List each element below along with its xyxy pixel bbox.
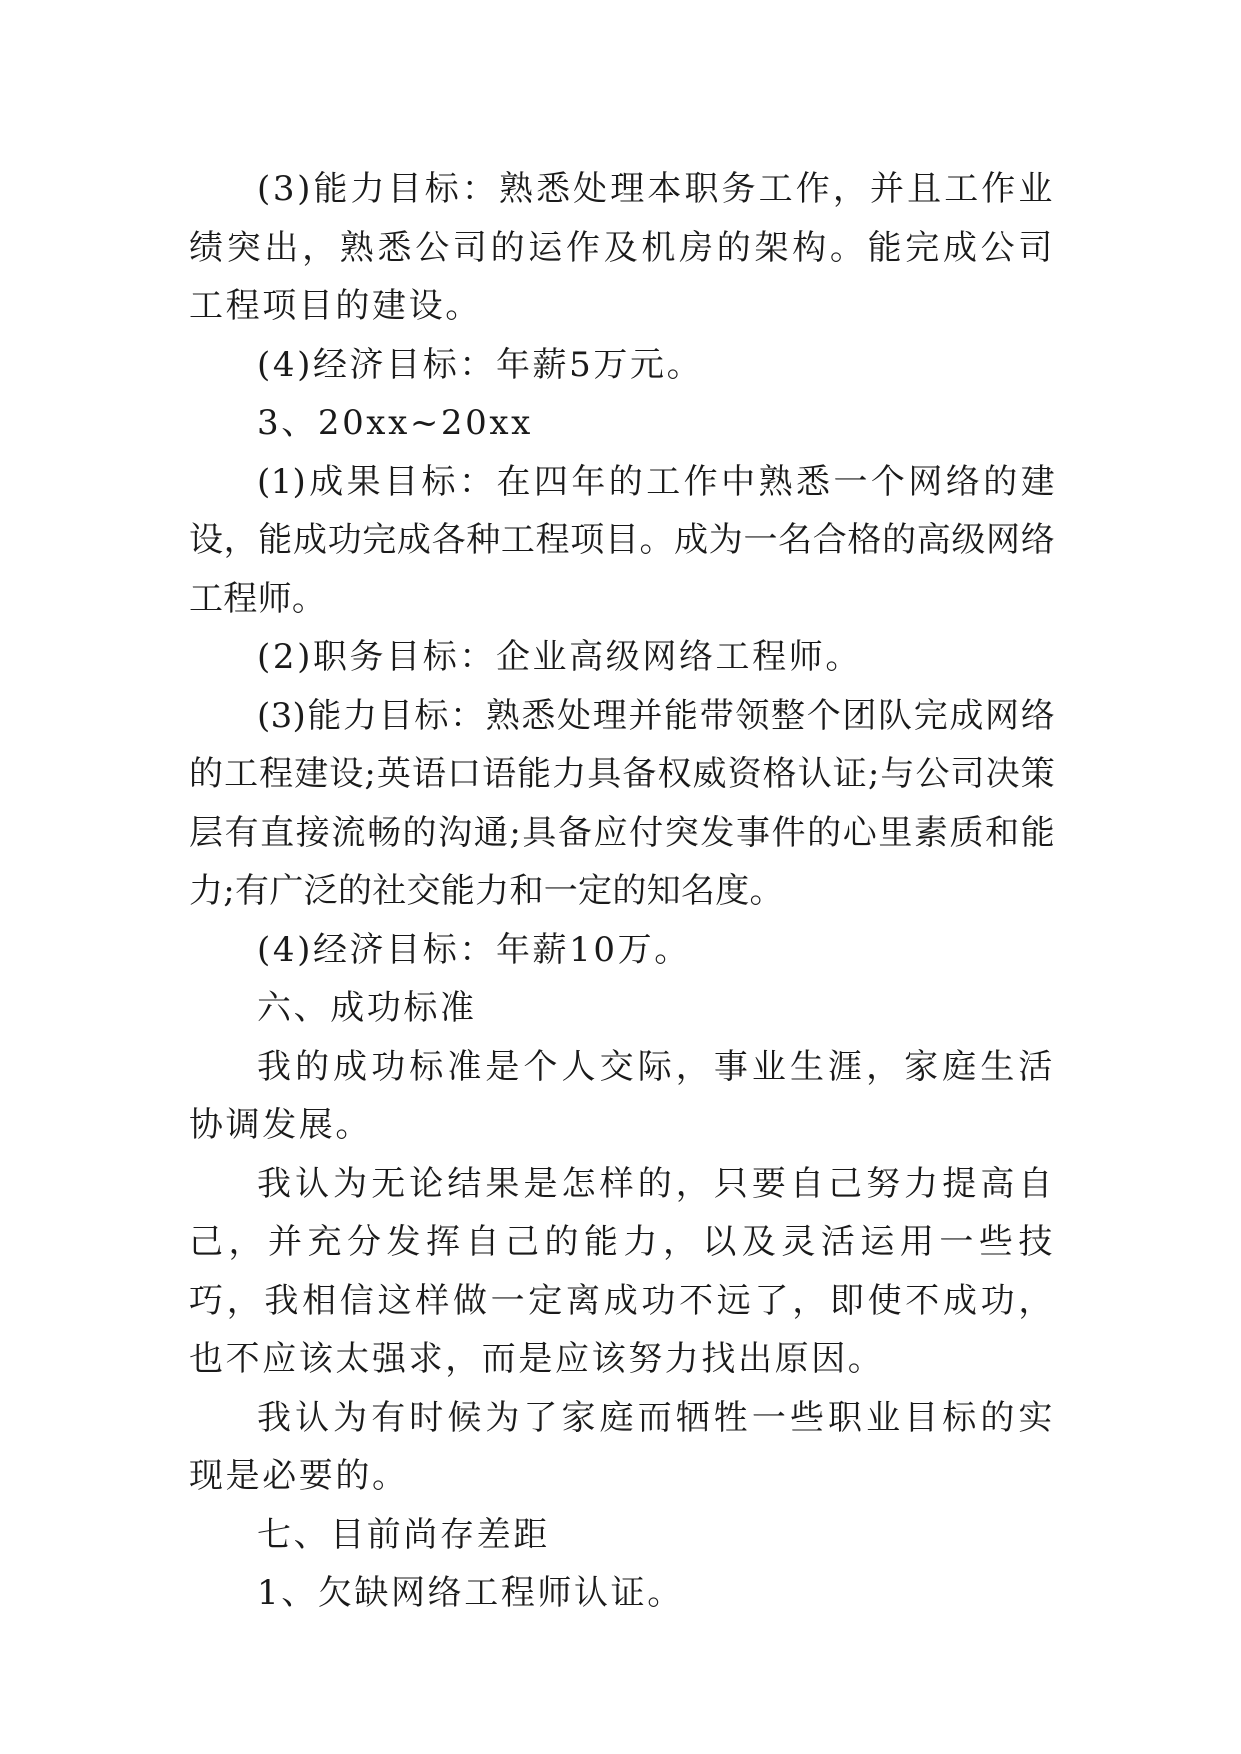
- paragraph-economic-goal-1: (4)经济目标：年薪5万元。: [257, 344, 704, 385]
- paragraph-position-goal: (2)职务目标：企业高级网络工程师。: [257, 637, 862, 677]
- paragraph-result-goal: (1)成果目标：在四年的工作中熟悉一个网络的建设，能成功完成各种工程项目。成为一名合格的高级网络工程师。: [189, 461, 1055, 619]
- paragraph-gap-certification: 1、欠缺网络工程师认证。: [257, 1573, 684, 1613]
- paragraph-success-standard: 我的成功标准是个人交际，事业生涯，家庭生活协调发展。: [189, 1046, 1055, 1145]
- paragraph-economic-goal-2: (4)经济目标：年薪10万。: [257, 929, 691, 970]
- heading-current-gaps: 七、目前尚存差距: [257, 1514, 550, 1555]
- document-body: [189, 160, 1055, 1623]
- paragraph-ability-goal-1: (3)能力目标：熟悉处理本职务工作，并且工作业绩突出，熟悉公司的运作及机房的架构。能完成公司工程项目的建设。: [189, 169, 1055, 326]
- section-heading-period-3: 3、20xx~20xx: [257, 403, 533, 443]
- paragraph-effort-opinion: 我认为无论结果是怎样的，只要自己努力提高自己，并充分发挥自己的能力，以及灵活运用一些技巧，我相信这样做一定离成功不远了，即使不成功，也不应该太强求，而是应该努力找出原因。: [189, 1163, 1055, 1379]
- heading-success-standard: 六、成功标准: [257, 988, 477, 1028]
- paragraph-ability-goal-2: (3)能力目标：熟悉处理并能带领整个团队完成网络的工程建设;英语口语能力具备权威资格认证;与公司决策层有直接流畅的沟通;具备应付突发事件的心里素质和能力;有广泛的社交能力和一定的知名度。: [189, 695, 1055, 911]
- paragraph-family-sacrifice: 我认为有时候为了家庭而牺牲一些职业目标的实现是必要的。: [189, 1397, 1055, 1496]
